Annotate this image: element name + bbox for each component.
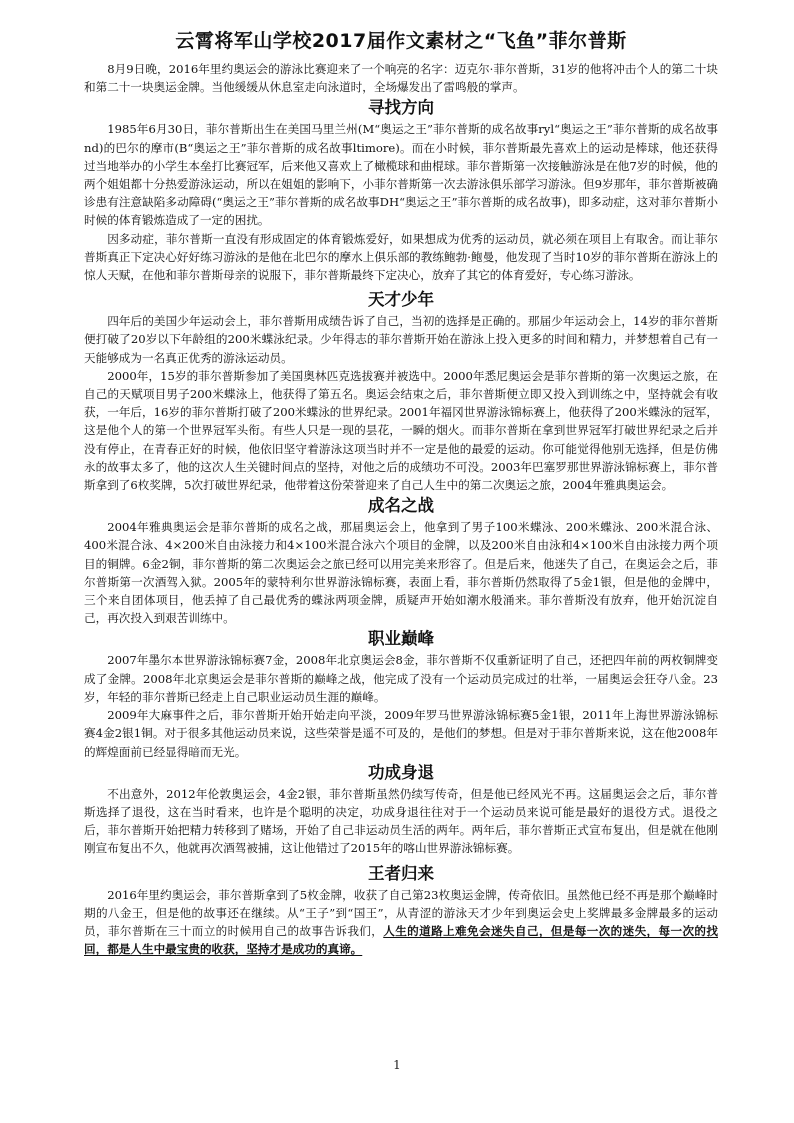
intro-paragraph: 8月9日晚，2016年里约奥运会的游泳比赛迎来了一个响亮的名字：迈克尔·菲尔普斯，31岁的他将冲击个人的第二十块和第二十一块奥运金牌。当他缓缓从休息室走向泳道时，全场爆发出了雷鸣般的掌声。: [84, 62, 718, 95]
document-page: [84, 28, 718, 958]
page-number: 1: [393, 1058, 401, 1072]
paragraph: 四年后的美国少年运动会上，菲尔普斯用成绩告诉了自己，当初的选择是正确的。那届少年运动会上，14岁的菲尔普斯便打破了20岁以下年龄组的200米蝶泳纪录。少年得志的菲尔普斯开始在游泳上投入更多的时间和精力，并梦想着自己有一天能够成为一名真正优秀的游泳运动员。: [84, 314, 718, 365]
paragraph: 1985年6月30日，菲尔普斯出生在美国马里兰州(M“奥运之王”菲尔普斯的成名故事ryl“奥运之王”菲尔普斯的成名故事nd)的巴尔的摩市(B“奥运之王”菲尔普斯的成名故事ltimore)。而在小时候，菲尔普斯最先喜欢上的运动是棒球，他还获得过当地举办的小学生本垒打比赛冠军，后来他又喜欢上了橄榄球和曲棍球。菲尔普斯第一次接触游泳是在他7岁的时候，他的两个姐姐都十分热爱游泳运动，所以在姐姐的影响下，小菲尔普斯第一次去游泳俱乐部学习游泳。但9岁那年，菲尔普斯被确诊患有注意缺陷多动障碍(“奥运之王”菲尔普斯的成名故事DH“奥运之王”菲尔普斯的成名故事)，即多动症，这对菲尔普斯小时候的体育锻炼造成了一定的困扰。: [84, 122, 718, 228]
section-heading-career-peak: 职业巅峰: [368, 629, 434, 649]
section-heading-young-genius: 天才少年: [368, 290, 434, 310]
paragraph: [84, 886, 718, 959]
highlighted-conclusion: 人生的道路上难免会迷失自己，但是每一次的迷失，每一次的找回，都是人生中最宝贵的收获，坚持才是成功的真谛。: [84, 923, 718, 957]
paragraph: 2004年雅典奥运会是菲尔普斯的成名之战，那届奥运会上，他拿到了男子100米蝶泳、200米蝶泳、200米混合泳、400米混合泳、4×200米自由泳接力和4×100米混合泳六个项目的金牌，以及200米自由泳和4×100米自由泳接力两个项目的铜牌。6金2铜，菲尔普斯的第二次奥运会之旅已经可以用完美来形容了。但是后来，他迷失了自己，在奥运会之后，菲尔普斯第一次酒驾入狱。2005年的蒙特利尔世界游泳锦标赛，表面上看，菲尔普斯仍然取得了5金1银，但是他的金牌中，三个来自团体项目，他丢掉了自己最优秀的蝶泳两项金牌，质疑声开始如潮水般涌来。菲尔普斯没有放弃，他开始沉淀自己，再次投入到艰苦训练中。: [84, 520, 718, 626]
paragraph: 2000年，15岁的菲尔普斯参加了美国奥林匹克选拔赛并被选中。2000年悉尼奥运会是菲尔普斯的第一次奥运之旅，在自己的天赋项目男子200米蝶泳上，他获得了第五名。奥运会结束之后，菲尔普斯便立即又投入到训练之中，坚持就会有收获，一年后，16岁的菲尔普斯打破了200米蝶泳的世界纪录。2001年福冈世界游泳锦标赛上，他获得了200米蝶泳的冠军，这是他个人的第一个世界冠军头衔。有些人只是一现的昙花，一瞬的烟火。而菲尔普斯在拿到世界冠军打破世界纪录之后并没有停止，在青春正好的时候，他依旧坚守着游泳这项当时并不一定是他的最爱的运动。你可能觉得他别无选择，但是仿佛永的故事太多了，他的这次人生关键时间点的坚持，对他之后的成绩功不可没。2003年巴塞罗那世界游泳锦标赛上，菲尔普斯拿到了6枚奖牌，5次打破世界纪录，他带着这份荣誉迎来了自己人生中的第二次奥运之旅，2004年雅典奥运会。: [84, 368, 718, 493]
section-heading-retirement: 功成身退: [368, 762, 434, 782]
paragraph: 2007年墨尔本世界游泳锦标赛7金，2008年北京奥运会8金，菲尔普斯不仅重新证明了自己，还把四年前的两枚铜牌变成了金牌。2008年北京奥运会是菲尔普斯的巅峰之战，他完成了没有一个运动员完成过的壮举，一届奥运会狂夺八金。23岁，年轻的菲尔普斯已经走上自己职业运动员生涯的巅峰。: [84, 653, 718, 704]
paragraph: 2009年大麻事件之后，菲尔普斯开始开始走向平淡，2009年罗马世界游泳锦标赛5金1银，2011年上海世界游泳锦标赛4金2银1铜。对于很多其他运动员来说，这些荣誉是遥不可及的，是他们的梦想。但是对于菲尔普斯来说，这在他2008年的辉煌面前已经显得暗而无光。: [84, 708, 718, 759]
section-heading-breakthrough: 成名之战: [368, 496, 434, 516]
section-heading-finding-direction: 寻找方向: [368, 98, 434, 118]
document-title: 云霄将军山学校2017届作文素材之“飞鱼”菲尔普斯: [175, 30, 627, 52]
paragraph: 因多动症，菲尔普斯一直没有形成固定的体育锻炼爱好，如果想成为优秀的运动员，就必须在项目上有取舍。而让菲尔普斯真正下定决心好好练习游泳的是他在北巴尔的摩水上俱乐部的教练鲍勃·鲍曼，他发现了当时10岁的菲尔普斯在游泳上的惊人天赋，在他和菲尔普斯母亲的说服下，菲尔普斯最终下定决心，放弃了其它的体育爱好，专心练习游泳。: [84, 231, 718, 283]
paragraph-text: 2016年里约奥运会，菲尔普斯拿到了5枚金牌，收获了自己第23枚奥运金牌，传奇依旧。虽然他已经不再是那个巅峰时期的八金王，但是他的故事还在继续。从“王子”到“国王”，从青涩的游泳天才少年到奥运会史上奖牌最多金牌最多的运动员，菲尔普斯在三十而立的时候用自己的故事告诉我们，: [84, 887, 718, 938]
section-heading-king-returns: 王者归来: [368, 863, 434, 883]
paragraph: 不出意外，2012年伦敦奥运会，4金2银，菲尔普斯虽然仍续写传奇，但是他已经风光不再。这届奥运会之后，菲尔普斯选择了退役，这在当时看来，也许是个聪明的决定，功成身退往往对于一个运动员来说可能是最好的退役方式。退役之后，菲尔普斯开始把精力转移到了赌场，开始了自己非运动员生活的两年。两年后，菲尔普斯正式宣布复出，但是就在他刚刚宣布复出不久，他就再次酒驾被捕，这让他错过了2015年的喀山世界游泳锦标赛。: [84, 786, 718, 856]
